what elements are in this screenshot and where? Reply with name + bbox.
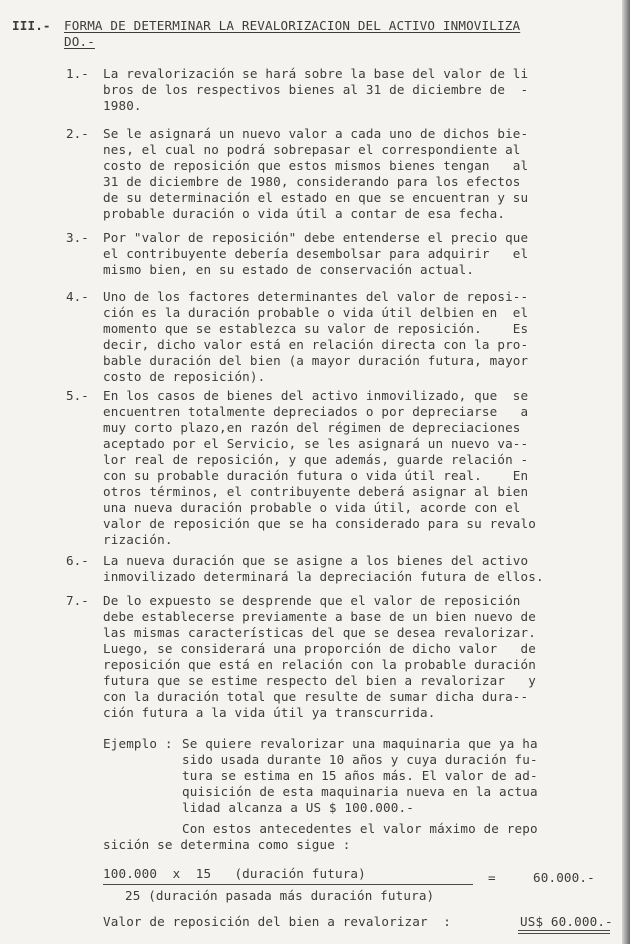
example-line: quisición de esta maquinaria nueva en la actua [182,784,538,799]
example-paragraph-line: sición se determina como sigue : [103,837,351,852]
item-3-line: Por "valor de reposición" debe entenderse el precio que [103,230,529,245]
formula-denominator: 25 (duración pasada más duración futura) [125,888,435,903]
formula-result: 60.000.- [533,870,595,885]
example-line: Se quiere revalorizar una maquinaria que ya ha [182,736,538,751]
item-2-line: costo de reposición que estos mismos bienes tengan al [103,158,529,173]
item-4-line: Uno de los factores determinantes del valor de reposi-- [103,289,529,304]
item-1-line: 1980. [103,98,142,113]
item-4-line: bable duración del bien (a mayor duración futura, mayor [103,353,529,368]
item-5-line: rización. [103,532,173,547]
example-line: lidad alcanza a US $ 100.000.- [182,800,414,815]
item-2-line: nes, el cual no podrá sobrepasar el correspondiente al [103,142,521,157]
formula-equals: = [488,870,496,885]
scan-edge [622,0,630,944]
item-1-line: bros de los respectivos bienes al 31 de diciembre de - [103,82,529,97]
item-3-line: el contribuyente debería desembolsar para adquirir el [103,246,529,261]
item-3-line: mismo bien, en su estado de conservación actual. [103,262,475,277]
item-5-line: En los casos de bienes del activo inmovilizado, que se [103,388,529,403]
item-5-line: encuentren totalmente depreciados o por depreciarse a [103,404,529,419]
example-line: sido usada durante 10 años y cuya duración fu- [182,752,538,767]
item-5-line: aceptado por el Servicio, se les asignará un nuevo va-- [103,436,529,451]
item-5-line: lor real de reposición, y que además, guarde relación - [103,452,529,467]
item-number: 7.- [66,593,89,608]
item-number: 4.- [66,289,89,304]
final-value-underline-2 [518,933,610,934]
section-title-line-2: DO.- [64,34,95,49]
item-4-line: ción es la duración probable o vida útil delbien en el [103,305,529,320]
item-5-line: otros términos, el contribuyente deberá asignar al bien [103,484,529,499]
final-value-underline-1 [518,930,610,931]
final-value-label: Valor de reposición del bien a revalorizar : [103,914,451,929]
item-number: 3.- [66,230,89,245]
item-number: 6.- [66,553,89,568]
item-4-line: costo de reposición). [103,369,266,384]
example-line: tura se estima en 15 años más. El valor de ad- [182,768,538,783]
item-2-line: Se le asignará un nuevo valor a cada uno de dichos bie- [103,126,529,141]
section-title-line-1: FORMA DE DETERMINAR LA REVALORIZACION DEL ACTIVO INMOVILIZA [64,18,521,33]
example-label: Ejemplo : [103,736,173,751]
item-number: 5.- [66,388,89,403]
section-number: III.- [12,18,51,33]
item-5-line: valor de reposición que se ha considerado para su revalo [103,516,536,531]
formula-numerator: 100.000 x 15 (duración futura) [103,866,366,881]
fraction-bar [103,884,473,885]
item-5-line: muy corto plazo,en razón del régimen de depreciaciones [103,420,521,435]
item-2-line: de su determinación el estado en que se encuentran y su [103,190,529,205]
item-4-line: momento que se establezca su valor de reposición. Es [103,321,529,336]
item-1-line: La revalorización se hará sobre la base del valor de li [103,66,529,81]
item-number: 1.- [66,66,89,81]
item-2-line: probable duración o vida útil a contar de esa fecha. [103,206,506,221]
item-7-line: futura que se estime respecto del bien a revalorizar y [103,673,536,688]
item-5-line: con su probable duración futura o vida útil real. En [103,468,529,483]
item-7-line: Luego, se considerará una proporción de dicho valor de [103,641,536,656]
item-number: 2.- [66,126,89,141]
item-4-line: decir, dicho valor está en relación directa con la pro- [103,337,529,352]
item-5-line: una nueva duración probable o vida útil, acorde con el [103,500,521,515]
item-6-line: La nueva duración que se asigne a los bienes del activo [103,553,529,568]
item-7-line: con la duración total que resulte de sumar dicha dura-- [103,689,529,704]
example-paragraph-line: Con estos antecedentes el valor máximo de repo [182,821,538,836]
final-value: US$ 60.000.- [520,914,613,929]
item-7-line: debe establecerse previamente a base de un bien nuevo de [103,609,536,624]
item-7-line: las mismas características del que se desea revalorizar. [103,625,536,640]
item-2-line: 31 de diciembre de 1980, considerando para los efectos [103,174,521,189]
item-7-line: reposición que está en relación con la probable duración [103,657,536,672]
item-7-line: ción futura a la vida útil ya transcurrida. [103,705,436,720]
item-7-line: De lo expuesto se desprende que el valor de reposición [103,593,521,608]
item-6-line: inmovilizado determinará la depreciación futura de ellos. [103,569,544,584]
